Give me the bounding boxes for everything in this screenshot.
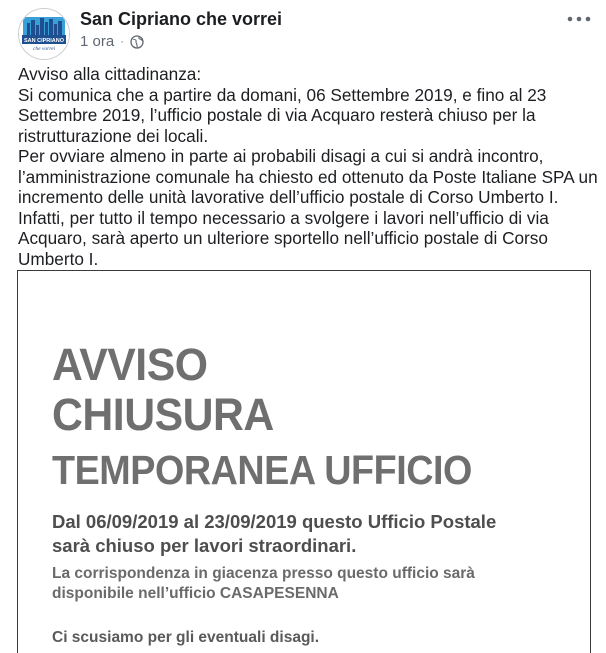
page-avatar[interactable] <box>18 8 70 60</box>
page-name-link[interactable]: San Cipriano che vorrei <box>80 9 283 29</box>
post-timestamp[interactable]: 1 ora <box>80 33 115 50</box>
notice-dates-line: Dal 06/09/2019 al 23/09/2019 questo Ufficio Postale <box>52 511 497 532</box>
post-image-notice[interactable] <box>17 270 591 653</box>
notice-reason-line: sarà chiuso per lavori straordinari. <box>52 535 357 556</box>
avatar-logo-icon <box>19 9 69 59</box>
avatar-line1: SAN CIPRIANO <box>23 38 65 44</box>
post-message <box>18 64 598 269</box>
message-paragraph-2: Per ovviare almeno in parte ai probabili disagi a cui si andrà incontro, l’amministrazione comunale ha chiesto ed ottenuto da Poste Italiane SPA un incremento delle unità lavorative dell’ufficio postale di Corso Umberto I. <box>18 146 598 207</box>
post-meta <box>80 33 144 50</box>
notice-mail-line-1: La corrispondenza in giacenza presso questo ufficio sarà <box>52 565 475 582</box>
more-options-icon[interactable] <box>566 12 592 26</box>
message-paragraph-1: Avviso alla cittadinanza: Si comunica che a partire da domani, 06 Settembre 2019, e fino al 23 Settembre 2019, l’ufficio postale di via Acquaro resterà chiuso per la ristrutturazione dei locali. <box>18 64 547 146</box>
avatar-line2: che vorrei <box>32 46 56 52</box>
message-paragraph-3: Infatti, per tutto il tempo necessario a svolgere i lavori nell’ufficio di via Acquaro, sarà aperto un ulteriore sportello nell’ufficio postale di Corso Umberto I. <box>18 207 549 269</box>
notice-mail-line-2: disponibile nell’ufficio CASAPESENNA <box>52 585 339 602</box>
notice-apology-line: Ci scusiamo per gli eventuali disagi. <box>52 629 320 646</box>
globe-icon[interactable] <box>130 35 144 49</box>
notice-heading-avviso: AVVISO <box>52 339 208 390</box>
meta-separator: · <box>120 35 124 48</box>
notice-heading-temporanea: TEMPORANEA UFFICIO <box>52 447 472 493</box>
notice-heading-chiusura: CHIUSURA <box>52 389 274 440</box>
